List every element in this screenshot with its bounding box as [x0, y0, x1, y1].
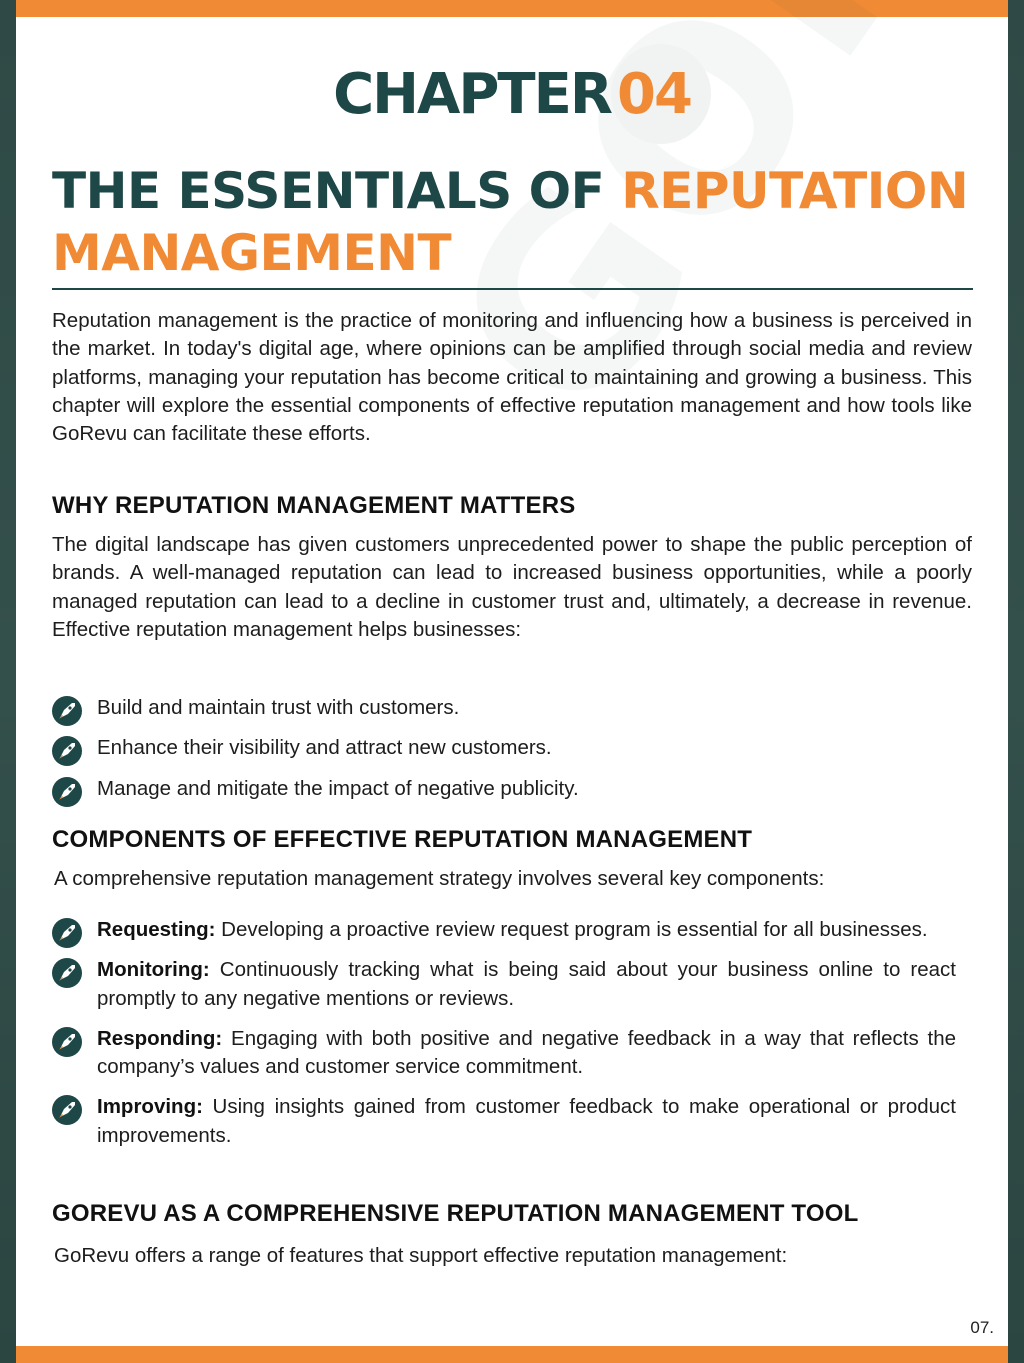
item-term: Monitoring: [97, 958, 210, 982]
rocket-icon [52, 736, 82, 766]
rocket-icon [52, 777, 82, 807]
section-heading-components: COMPONENTS OF EFFECTIVE REPUTATION MANAGEMENT [52, 826, 753, 853]
list-item: Monitoring: Continuously tracking what is being said about your business online to react promptly to any negative mentions or reviews. [52, 956, 956, 1013]
rocket-icon [52, 696, 82, 726]
rocket-icon [52, 1095, 82, 1125]
intro-paragraph: Reputation management is the practice of monitoring and influencing how a business is perceived in the market. In today's digital age, where opinions can be amplified through social media and review platforms, managing your reputation has become critical to maintaining and growing a business. This chapter will explore the essential components of effective reputation management and how tools like GoRevu can facilitate these efforts. [52, 309, 972, 446]
rocket-icon [52, 1027, 82, 1057]
page-number: 07. [970, 1318, 994, 1337]
item-term: Requesting: [97, 918, 216, 941]
list-item: Enhance their visibility and attract new customers. [52, 734, 956, 762]
top-accent-bar [16, 0, 1008, 17]
section-heading-gorevu: GOREVU AS A COMPREHENSIVE REPUTATION MANAGEMENT TOOL [52, 1200, 859, 1227]
list-item: Improving: Using insights gained from customer feedback to make operational or product improvements. [52, 1093, 956, 1150]
rocket-icon [52, 918, 82, 948]
section-body-gorevu: GoRevu offers a range of features that support effective reputation management: [54, 1244, 788, 1267]
list-item: Manage and mitigate the impact of negative publicity. [52, 775, 956, 803]
chapter-label: CHAPTER [333, 62, 611, 127]
section-body-why: The digital landscape has given customers unprecedented power to shape the public perception of brands. A well-managed reputation can lead to increased business opportunities, while a poorly managed reputation can lead to a decline in customer trust and, ultimately, a decrease in revenue. Effective reputation management helps businesses: [52, 533, 972, 641]
item-term: Improving: [97, 1095, 203, 1119]
list-item: Build and maintain trust with customers. [52, 694, 956, 722]
section-heading-why: WHY REPUTATION MANAGEMENT MATTERS [52, 492, 576, 519]
section-body-components: A comprehensive reputation management strategy involves several key components: [54, 867, 825, 890]
document-page [16, 0, 1008, 1363]
title-part-2: REPUTATION MANAGEMENT [52, 162, 969, 282]
bottom-accent-bar [16, 1346, 1008, 1363]
page-title [52, 160, 972, 284]
title-part-1: THE ESSENTIALS OF [52, 162, 622, 220]
title-divider [52, 288, 973, 290]
list-item: Requesting: Developing a proactive review request program is essential for all businesses. [52, 916, 956, 944]
components-list [52, 916, 956, 1150]
rocket-icon [52, 958, 82, 988]
benefits-list [52, 694, 956, 803]
item-term: Responding: [97, 1026, 223, 1050]
list-item: Responding: Engaging with both positive and negative feedback in a way that reflects the company’s values and customer service commitment. [52, 1025, 956, 1082]
chapter-number: 04 [616, 62, 691, 127]
